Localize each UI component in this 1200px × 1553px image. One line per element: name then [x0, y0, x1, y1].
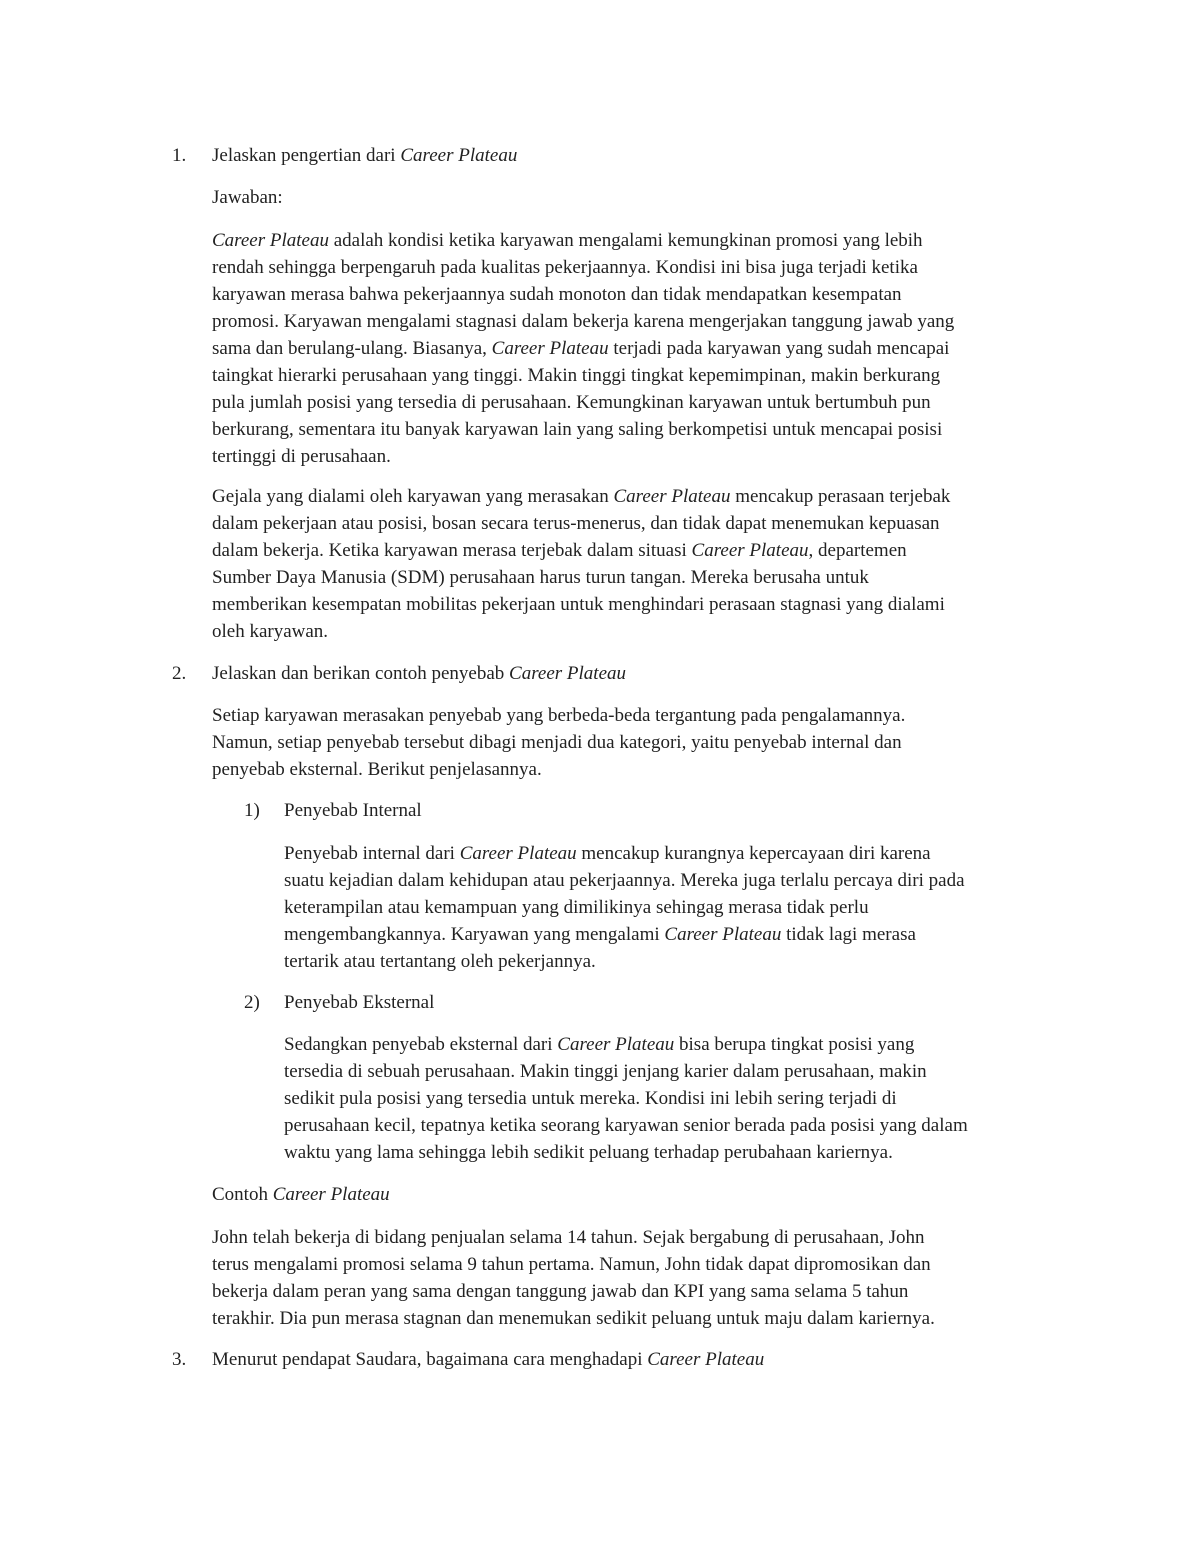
text-line [284, 921, 965, 948]
text-run: karyawan merasa bahwa pekerjaannya sudah monoton dan tidak mendapatkan kesempatan [212, 284, 902, 305]
text-emphasis: Career Plateau [664, 924, 782, 945]
question-1-title [212, 142, 517, 169]
text-line [284, 840, 965, 867]
question-3-title-emphasis: Career Plateau [647, 1349, 765, 1370]
example-paragraph [212, 1224, 935, 1332]
text-run: bekerja dalam peran yang sama dengan tanggung jawab dan KPI yang sama selama 5 tahun [212, 1281, 909, 1302]
text-run: tidak lagi merasa [781, 924, 916, 945]
question-2-number: 2. [172, 663, 187, 684]
text-emphasis: Career Plateau [491, 338, 609, 359]
text-line [284, 1085, 968, 1112]
text-run: terus mengalami promosi selama 9 tahun pertama. Namun, John tidak dapat dipromosikan dan [212, 1254, 931, 1275]
example-title-text: Contoh [212, 1184, 268, 1205]
question-3-title-text: Menurut pendapat Saudara, bagaimana cara menghadapi [212, 1349, 643, 1370]
text-line [212, 335, 954, 362]
question-3-title [212, 1346, 764, 1373]
text-line [212, 1278, 935, 1305]
text-run: memberikan kesempatan mobilitas pekerjaan untuk menghindari perasaan stagnasi yang dialami [212, 594, 945, 615]
text-run: mencakup perasaan terjebak [730, 486, 951, 507]
example-title-emphasis: Career Plateau [272, 1184, 390, 1205]
text-emphasis: Career Plateau [613, 486, 731, 507]
text-line [212, 443, 954, 470]
text-line [212, 281, 954, 308]
text-run: perusahaan kecil, tepatnya ketika seorang karyawan senior berada pada posisi yang dalam [284, 1115, 968, 1136]
text-run: tersedia di sebuah perusahaan. Makin tinggi jenjang karier dalam perusahaan, makin [284, 1061, 927, 1082]
text-line [284, 948, 965, 975]
internal-cause-paragraph [284, 840, 965, 975]
text-run: promosi. Karyawan mengalami stagnasi dalam bekerja karena mengerjakan tanggung jawab yang [212, 311, 955, 332]
text-line [212, 702, 905, 729]
text-run: adalah kondisi ketika karyawan mengalami kemungkinan promosi yang lebih [328, 230, 923, 251]
text-line [212, 362, 954, 389]
text-line [212, 227, 954, 254]
text-line [212, 1305, 935, 1332]
answer-label: Jawaban: [212, 187, 283, 208]
q1-paragraph-1 [212, 227, 954, 470]
text-run: , departemen [808, 540, 907, 561]
text-run: keterampilan atau kemampuan yang dimilikinya sehingag merasa tidak perlu [284, 897, 869, 918]
text-line [212, 1251, 935, 1278]
text-run: oleh karyawan. [212, 621, 329, 642]
text-run: berkurang, sementara itu banyak karyawan lain yang saling berkompetisi untuk mencapai posisi [212, 419, 943, 440]
external-cause-paragraph [284, 1031, 968, 1166]
text-line [284, 894, 965, 921]
text-line [212, 510, 950, 537]
text-line [212, 729, 905, 756]
text-line [212, 591, 950, 618]
text-run: Setiap karyawan merasakan penyebab yang berbeda-beda tergantung pada pengalamannya. [212, 705, 906, 726]
text-line [212, 308, 954, 335]
text-run: penyebab eksternal. Berikut penjelasannya. [212, 759, 542, 780]
example-title [212, 1181, 390, 1208]
text-line [212, 254, 954, 281]
text-run: sama dan berulang-ulang. Biasanya, [212, 338, 492, 359]
q2-intro-paragraph [212, 702, 905, 783]
text-run: terakhir. Dia pun merasa stagnan dan menemukan sedikit peluang untuk maju dalam kariernya. [212, 1308, 935, 1329]
question-2-title-emphasis: Career Plateau [509, 663, 627, 684]
text-emphasis: Career Plateau [557, 1034, 675, 1055]
text-line [284, 1112, 968, 1139]
text-run: tertinggi di perusahaan. [212, 446, 391, 467]
text-emphasis: Career Plateau [212, 230, 329, 251]
text-line [212, 1224, 935, 1251]
text-run: Gejala yang dialami oleh karyawan yang merasakan [212, 486, 614, 507]
text-line [212, 756, 905, 783]
text-line [284, 1058, 968, 1085]
text-run: tertarik atau tertantang oleh pekerjannya. [284, 951, 596, 972]
text-line [284, 867, 965, 894]
text-emphasis: Career Plateau [459, 843, 577, 864]
text-run: terjadi pada karyawan yang sudah mencapai [608, 338, 950, 359]
question-2-title-text: Jelaskan dan berikan contoh penyebab [212, 663, 505, 684]
text-run: Sedangkan penyebab eksternal dari [284, 1034, 558, 1055]
text-line [212, 416, 954, 443]
text-emphasis: Career Plateau [691, 540, 809, 561]
text-run: taingkat hierarki perusahaan yang tinggi. Makin tinggi tingkat kepemimpinan, makin berkurang [212, 365, 941, 386]
text-run: suatu kejadian dalam kehidupan atau pekerjaannya. Mereka juga terlalu percaya diri pada [284, 870, 965, 891]
text-run: Sumber Daya Manusia (SDM) perusahaan harus turun tangan. Mereka berusaha untuk [212, 567, 869, 588]
text-run: bisa berupa tingkat posisi yang [674, 1034, 915, 1055]
text-run: pula jumlah posisi yang tersedia di perusahaan. Kemungkinan karyawan untuk bertumbuh pun [212, 392, 931, 413]
text-line [212, 389, 954, 416]
text-line [212, 564, 950, 591]
external-cause-number: 2) [244, 992, 260, 1013]
text-run: waktu yang lama sehingga lebih sedikit peluang terhadap perubahaan kariernya. [284, 1142, 893, 1163]
external-cause-title: Penyebab Eksternal [284, 992, 435, 1013]
internal-cause-title: Penyebab Internal [284, 800, 422, 821]
text-run: dalam pekerjaan atau posisi, bosan secara terus-menerus, dan tidak dapat menemukan kepuasan [212, 513, 940, 534]
question-1-title-text: Jelaskan pengertian dari [212, 145, 396, 166]
question-1-title-emphasis: Career Plateau [400, 145, 518, 166]
internal-cause-number: 1) [244, 800, 260, 821]
text-run: dalam bekerja. Ketika karyawan merasa terjebak dalam situasi [212, 540, 692, 561]
text-run: mencakup kurangnya kepercayaan diri karena [576, 843, 931, 864]
text-line [284, 1139, 968, 1166]
text-run: John telah bekerja di bidang penjualan selama 14 tahun. Sejak bergabung di perusahaan, John [212, 1227, 925, 1248]
question-2-title [212, 660, 626, 687]
text-run: Penyebab internal dari [284, 843, 460, 864]
q1-paragraph-2 [212, 483, 950, 645]
text-run: Namun, setiap penyebab tersebut dibagi menjadi dua kategori, yaitu penyebab internal dan [212, 732, 902, 753]
question-3-number: 3. [172, 1349, 187, 1370]
text-run: rendah sehingga berpengaruh pada kualitas pekerjaannya. Kondisi ini bisa juga terjadi ketika [212, 257, 918, 278]
text-run: sedikit pula posisi yang tersedia untuk mereka. Kondisi ini lebih sering terjadi di [284, 1088, 897, 1109]
text-run: mengembangkannya. Karyawan yang mengalami [284, 924, 665, 945]
text-line [284, 1031, 968, 1058]
question-1-number: 1. [172, 145, 187, 166]
text-line [212, 483, 950, 510]
text-line [212, 618, 950, 645]
text-line [212, 537, 950, 564]
